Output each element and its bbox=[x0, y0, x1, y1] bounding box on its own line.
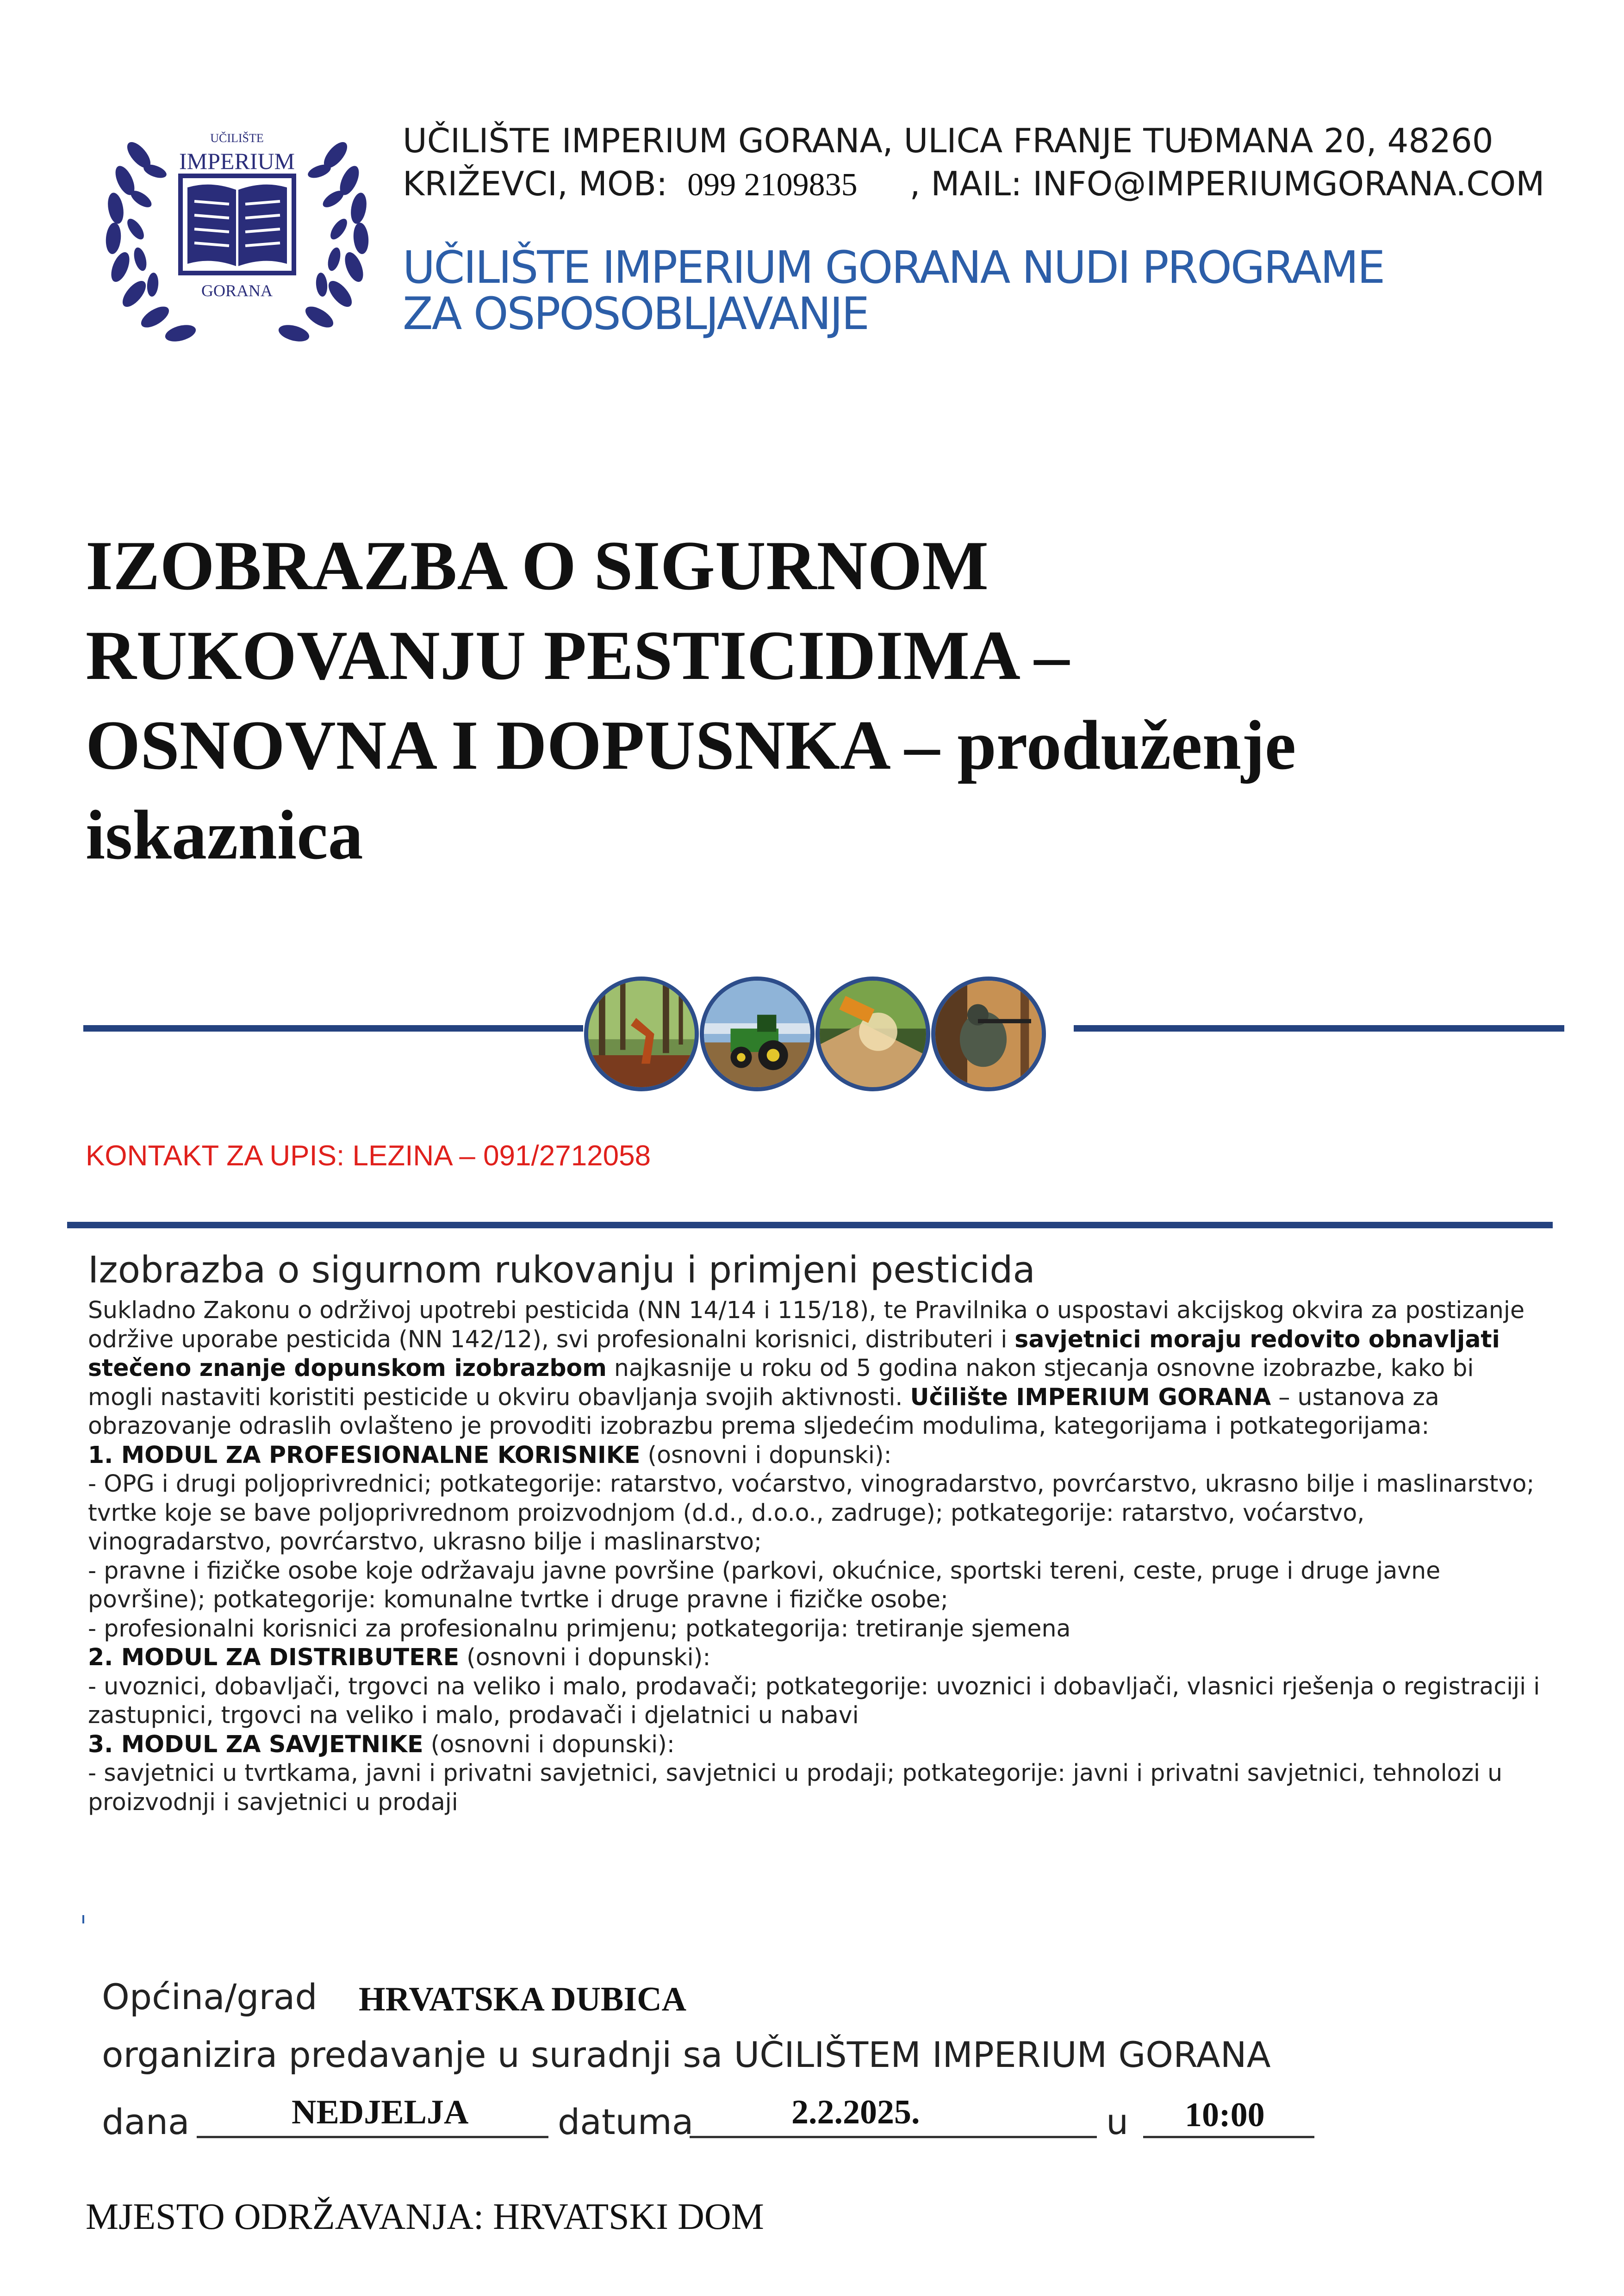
body-heading: Izobrazba o sigurnom rukovanju i primjeni pesticida bbox=[88, 1249, 1035, 1291]
title-line-4: iskaznica bbox=[86, 796, 363, 874]
day-label: dana bbox=[102, 2101, 190, 2142]
day-blank bbox=[197, 2136, 548, 2138]
module-1-heading bbox=[88, 1441, 1546, 1470]
module-1-title: 1. MODUL ZA PROFESIONALNE KORISNIKE bbox=[88, 1441, 641, 1468]
module-3-title: 3. MODUL ZA SAVJETNIKE bbox=[88, 1730, 423, 1758]
divider-contact bbox=[67, 1222, 1553, 1228]
imperium-gorana-logo bbox=[95, 100, 380, 359]
open-book-icon bbox=[180, 176, 294, 273]
body-text bbox=[88, 1296, 1546, 1817]
time-value: 10:00 bbox=[1185, 2096, 1265, 2134]
intro-text-2: najkasnije u roku od 5 godina nakon stjecanja osnovne izobrazbe, kako bi mogli nastaviti koristiti pesticide u okviru obavljanja svojih aktivnosti. bbox=[88, 1354, 1474, 1411]
title-line-1: IZOBRAZBA O SIGURNOM bbox=[86, 527, 989, 604]
module-1-subtitle: (osnovni i dopunski): bbox=[640, 1441, 892, 1468]
date-blank bbox=[690, 2136, 1097, 2138]
intro-text-1: Sukladno Zakonu o održivoj upotrebi pesticida (NN 14/14 i 115/18), te Pravilnika o uspostavi akcijskog okvira za postizanje održive uporabe pesticida (NN 142/12), svi profesionalni korisnici, distributeri i bbox=[88, 1296, 1525, 1353]
logo-middle-text: IMPERIUM bbox=[179, 148, 295, 174]
title-line-2: RUKOVANJU PESTICIDIMA – bbox=[86, 616, 1070, 694]
module-1-item-2: - pravne i fizičke osobe koje održavaju javne površine (parkovi, okućnice, sportski tereni, ceste, pruge i druge javne površine); potkategorije: komunalne tvrtke i druge pravne i fizičke osobe; bbox=[88, 1556, 1441, 1613]
divider-left bbox=[83, 1025, 583, 1032]
time-label: u bbox=[1106, 2101, 1129, 2142]
intro-bold-2: Učilište IMPERIUM GORANA bbox=[910, 1383, 1271, 1411]
module-2-title: 2. MODUL ZA DISTRIBUTERE bbox=[88, 1643, 460, 1671]
module-3-heading bbox=[88, 1730, 1546, 1759]
divider-right bbox=[1074, 1025, 1564, 1032]
title-line-3: OSNOVNA I DOPUSNKA – produženje bbox=[86, 706, 1296, 784]
header-phone: 099 2109835 bbox=[687, 167, 858, 203]
module-1-item-1: - OPG i drugi poljoprivrednici; potkategorije: ratarstvo, voćarstvo, vinogradarstvo, povrćarstvo, ukrasno bilje i maslinarstvo; tvrtke koje se bave poljoprivrednom proizvodnjom (d.d., d.o.o., zadruge); potkategorije: ratarstvo, voćarstvo, vinogradarstvo, povrćarstvo, ukrasno bilje i maslinarstvo; bbox=[88, 1470, 1535, 1555]
date-value: 2.2.2025. bbox=[791, 2093, 920, 2131]
module-2-subtitle: (osnovni i dopunski): bbox=[459, 1643, 711, 1671]
header-contact-line bbox=[403, 164, 1544, 204]
logo-top-text: UČILIŠTE bbox=[210, 131, 264, 145]
module-1-item-3: - profesionalni korisnici za profesionalnu primjenu; potkategorija: tretiranje sjemena bbox=[88, 1614, 1071, 1642]
municipality-label: Općina/grad bbox=[102, 1976, 317, 2017]
header-mail: , MAIL: INFO@IMPERIUMGORANA.COM bbox=[909, 164, 1545, 203]
intro-paragraph bbox=[88, 1296, 1546, 1441]
module-2-item-1: - uvoznici, dobavljači, trgovci na veliko i malo, prodavači; potkategorije: uvoznici i dobavljači, vlasnici rješenja o registraciji i zastupnici, trgovci na veliko i malo, prodavači i djelatnici u nabavi bbox=[88, 1672, 1540, 1729]
module-3-subtitle: (osnovni i dopunski): bbox=[423, 1730, 675, 1758]
intro-bold-1: savjetnici moraju redovito obnavljati stečeno znanje dopunskom izobrazbom bbox=[88, 1325, 1500, 1381]
municipality-value: HRVATSKA DUBICA bbox=[359, 1980, 687, 2018]
day-value: NEDJELJA bbox=[292, 2093, 469, 2131]
header-tagline-1: UČILIŠTE IMPERIUM GORANA NUDI PROGRAME bbox=[403, 242, 1384, 293]
sawdust-chainsaw-photo bbox=[815, 977, 930, 1091]
date-label: datuma bbox=[558, 2101, 694, 2142]
time-blank bbox=[1143, 2136, 1314, 2138]
header-city: KRIŽEVCI, MOB: bbox=[403, 164, 668, 203]
organizes-text: organizira predavanje u suradnji sa UČILIŠTEM IMPERIUM GORANA bbox=[102, 2034, 1271, 2075]
venue: MJESTO ODRŽAVANJA: HRVATSKI DOM bbox=[86, 2196, 764, 2237]
stray-mark bbox=[82, 1915, 84, 1923]
forestry-excavator-photo bbox=[584, 977, 699, 1091]
hunter-photo bbox=[931, 977, 1046, 1091]
header-tagline-2: ZA OSPOSOBLJAVANJE bbox=[403, 288, 868, 340]
page-title bbox=[86, 521, 1520, 880]
green-tractor-photo bbox=[700, 977, 815, 1091]
header-address: UČILIŠTE IMPERIUM GORANA, ULICA FRANJE TUĐMANA 20, 48260 bbox=[403, 121, 1493, 160]
intro-text-3: – ustanova za obrazovanje odraslih ovlašteno je provoditi izobrazbu prema sljedećim modulima, kategorijama i potkategorijama: bbox=[88, 1383, 1439, 1439]
module-3-item-1: - savjetnici u tvrtkama, javni i privatni savjetnici, savjetnici u prodaji; potkategorije: javni i privatni savjetnici, tehnolozi u proizvodnji i savjetnici u prodaji bbox=[88, 1759, 1503, 1816]
module-2-heading bbox=[88, 1643, 1546, 1672]
logo-bottom-text: GORANA bbox=[201, 281, 273, 300]
enrollment-contact: KONTAKT ZA UPIS: LEZINA – 091/2712058 bbox=[86, 1140, 651, 1172]
